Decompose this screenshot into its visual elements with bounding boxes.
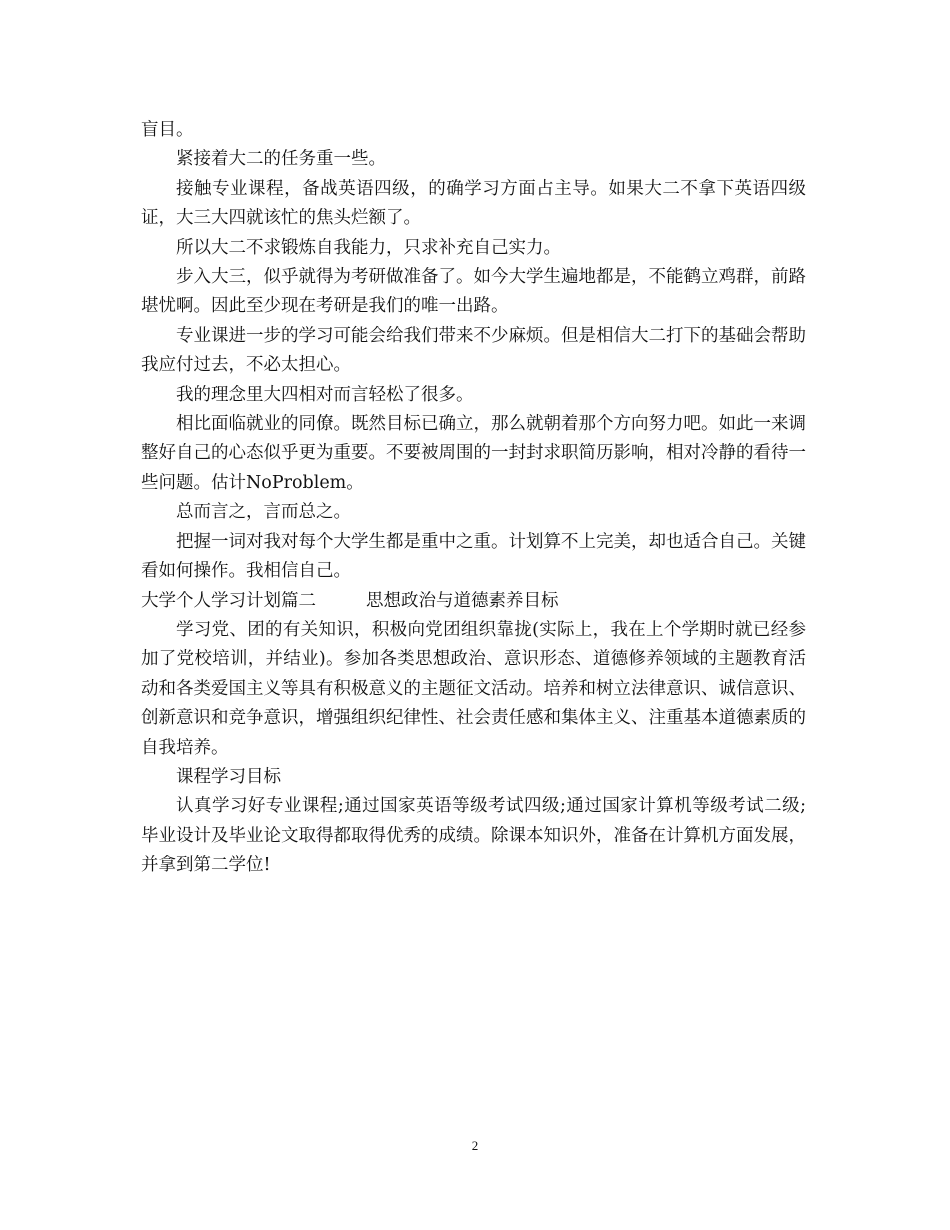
- paragraph: 盲目。: [141, 120, 194, 140]
- paragraph: 课程学习目标: [176, 766, 281, 787]
- document-body: [141, 116, 806, 881]
- section-heading: [141, 587, 806, 616]
- paragraph: 总而言之，言而总之。: [176, 502, 351, 523]
- paragraph: 相比面临就业的同僚。既然目标已确立，那么就朝着那个方向努力吧。如此一来调整好自己的心态似乎更为重要。不要被周围的一封封求职简历影响，相对冷静的看待一些问题。估计NoProblem。: [141, 414, 806, 493]
- paragraph: 接触专业课程，备战英语四级，的确学习方面占主导。如果大二不拿下英语四级证，大三大四就该忙的焦头烂额了。: [141, 178, 806, 229]
- paragraph: 步入大三，似乎就得为考研做准备了。如今大学生遍地都是，不能鹤立鸡群，前路堪忧啊。因此至少现在考研是我们的唯一出路。: [141, 267, 806, 317]
- paragraph: 专业课进一步的学习可能会给我们带来不少麻烦。但是相信大二打下的基础会帮助我应付过去，不必太担心。: [141, 325, 806, 376]
- page-number: 2: [471, 1138, 479, 1153]
- section-subtitle: 思想政治与道德素养目标: [366, 590, 559, 611]
- section-title: 大学个人学习计划篇二: [141, 590, 316, 611]
- paragraph: 认真学习好专业课程;通过国家英语等级考试四级;通过国家计算机等级考试二级;毕业设计及毕业论文取得都取得优秀的成绩。除课本知识外，准备在计算机方面发展，并拿到第二学位!: [141, 796, 806, 876]
- paragraph: 学习党、团的有关知识，积极向党团组织靠拢(实际上，我在上个学期时就已经参加了党校培训，并结业)。参加各类思想政治、意识形态、道德修养领域的主题教育活动和各类爱国主义等具有积极意义的主题征文活动。培养和树立法律意识、诚信意识、创新意识和竞争意识，增强组织纪律性、社会责任感和集体主义、注重基本道德素质的自我培养。: [141, 619, 806, 758]
- paragraph: 所以大二不求锻炼自我能力，只求补充自己实力。: [176, 237, 561, 258]
- paragraph: 紧接着大二的任务重一些。: [176, 149, 386, 170]
- paragraph: 把握一词对我对每个大学生都是重中之重。计划算不上完美，却也适合自己。关键看如何操作。我相信自己。: [141, 531, 806, 582]
- paragraph: 我的理念里大四相对而言轻松了很多。: [176, 384, 474, 405]
